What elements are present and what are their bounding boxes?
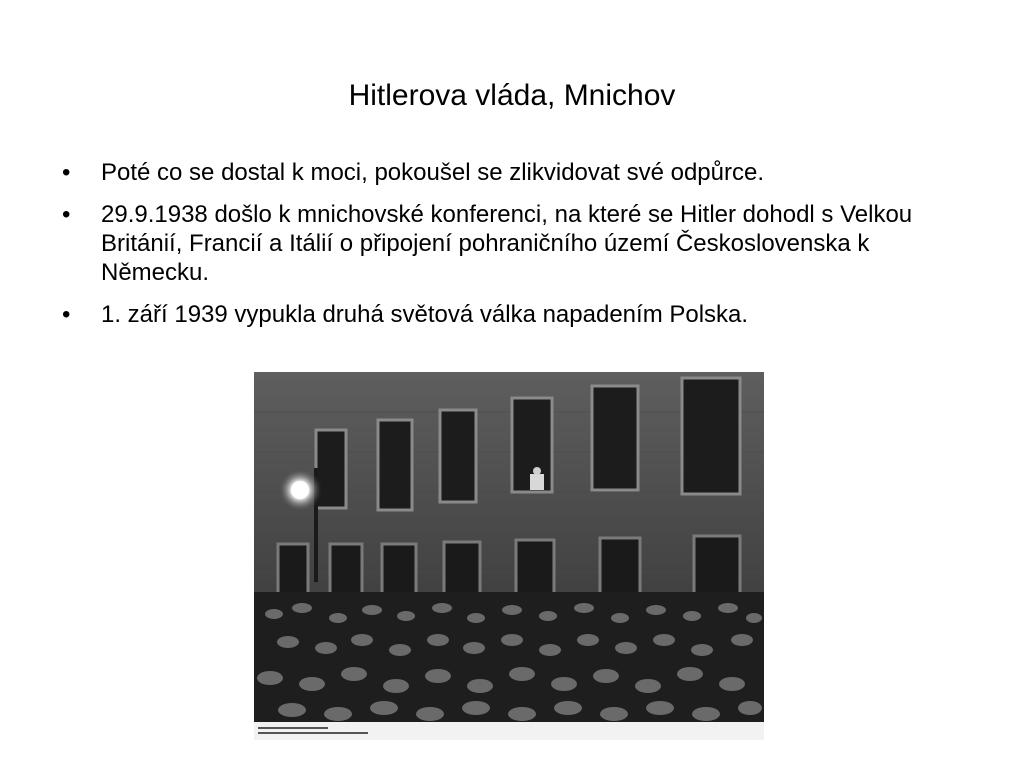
photo-caption-strip (254, 722, 764, 740)
bullet-text: 29.9.1938 došlo k mnichovské konferenci, na které se Hitler dohodl s Velkou Británií, Francií a Itálií o připojení pohraničního území Československa k Německu. (101, 201, 913, 286)
bullet-text: 1. září 1939 vypukla druhá světová válka napadením Polska. (101, 301, 749, 328)
bullet-dot: • (62, 201, 71, 228)
historical-photo (254, 372, 764, 740)
bullet-dot: • (62, 301, 71, 328)
bullet-item (62, 300, 962, 329)
bullet-item (62, 158, 962, 187)
slide-title: Hitlerova vláda, Mnichov (348, 79, 676, 112)
bullet-item (62, 200, 962, 287)
bullet-dot: • (62, 159, 71, 186)
figure-in-window (530, 474, 544, 490)
bullet-text: Poté co se dostal k moci, pokoušel se zlikvidovat své odpůrce. (101, 159, 764, 186)
photo-illustration (254, 372, 764, 740)
bullet-list (62, 158, 962, 342)
